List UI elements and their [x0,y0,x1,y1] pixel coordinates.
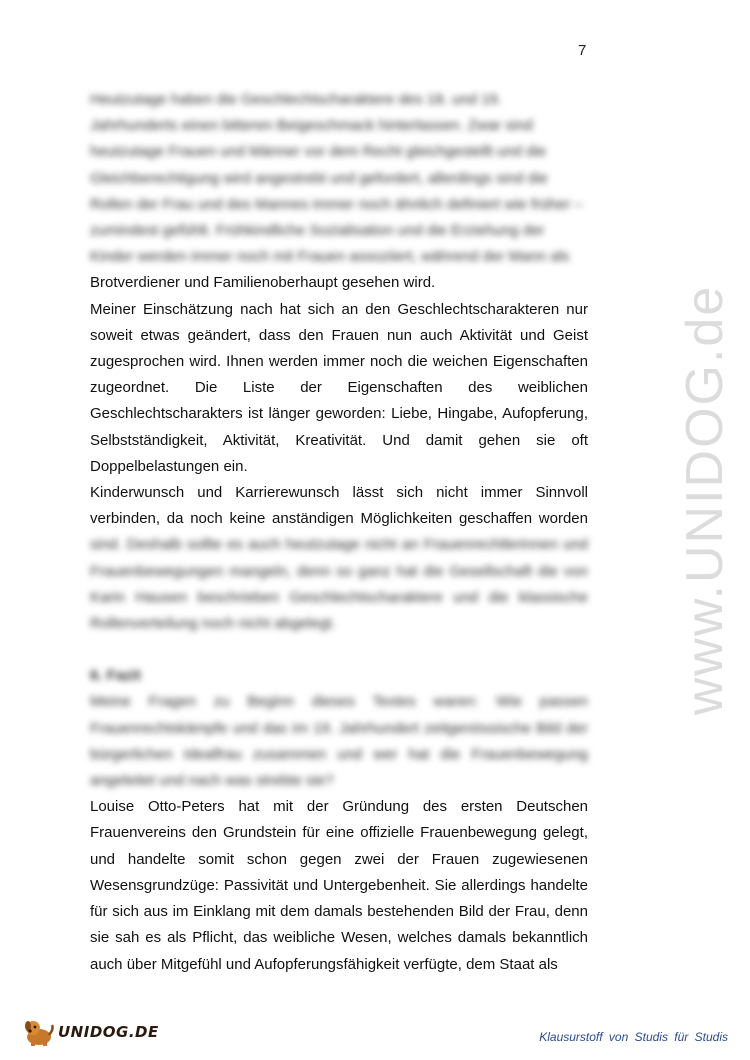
blurred-line: Gleichberechtigung wird angestrebt und gefordert, allerdings sind die [90,169,548,187]
document-body [90,87,588,978]
fazit-intro-paragraph: Meine Fragen zu Beginn dieses Textes waren: Wie passen Frauenrechtskämpfe und das im 19. Jahrhundert zeitgenössische Bild der bürgerlichen Idealfrau zusammen und wer hat die Frauenbewegung angeleitet und nach was strebte sie? [90,693,588,790]
page-number: 7 [578,42,587,59]
section-heading-fazit: 6. Fazit [90,667,141,685]
logo-text: UNIDOG.DE [58,1023,159,1041]
blurred-line: zumindest gefühlt. Frühkindliche Sozialisation und die Erziehung der [90,222,545,240]
blurred-line: Rollen der Frau und des Mannes immer noch ähnlich definiert wie früher – [90,195,583,213]
paragraph-3 [90,480,588,637]
blurred-line: Jahrhunderts einen bitteren Beigeschmack hinterlassen. Zwar sind [90,117,533,135]
paragraph-4: Louise Otto-Peters hat mit der Gründung des ersten Deutschen Frauenvereins den Grundstein für eine offizielle Frauenbewegung gelegt, und handelte somit schon gegen zwei der Frauen zugewiesenen Wesensgrundzüge: Passivität und Untergebenheit. Sie allerdings handelte für sich aus im Einklang mit dem damals bestehenden Bild der Frau, denn sie sah es als Pflicht, das weibliche Wesen, welches damals bekanntlich auch über Mitgefühl und Aufopferungsfähigkeit verfügte, dem Staat als [90,798,588,973]
watermark: www.UNIDOG.de [676,284,734,716]
blurred-line: Heutzutage haben die Geschlechtscharaktere des 18. und 19. [90,91,502,108]
blurred-line: Kinder werden immer noch mit Frauen assoziiert, während der Mann als [90,248,570,266]
paragraph-3-visible: Kinderwunsch und Karrierewunsch lässt sich nicht immer Sinnvoll verbinden, da noch keine anständigen Möglichkeiten geschaffen worden [90,484,588,528]
footer-tagline: Klausurstoff von Studis für Studis [539,1030,728,1044]
paragraph-2: Meiner Einschätzung nach hat sich an den Geschlechtscharakteren nur soweit etwas geändert, dass den Frauen nun auch Aktivität und Geist zugesprochen wird. Ihnen werden immer noch die weichen Eigenschaften zugeordnet. Die Liste der Eigenschaften des weiblichen Geschlechtscharakters ist länger geworden: Liebe, Hingabe, Aufopferung, Selbstständigkeit, Aktivität, Kreativität. Und damit gehen sie oft Doppelbelastungen ein. [90,300,588,475]
dog-mascot-icon [22,1017,56,1047]
unidog-logo [22,1012,159,1052]
paragraph-3-blurred: sind. Deshalb sollte es auch heutzutage nicht an Frauenrechtlerinnen und Frauenbewegungen mangeln, denn so ganz hat die Gesellschaft die von Karin Hausen beschrieben Geschlechtscharaktere und die klassische Rollenverteilung noch nicht abgelegt. [90,536,588,633]
paragraph-1-visible-end: Brotverdiener und Familienoberhaupt gesehen wird. [90,274,436,292]
blurred-line: heutzutage Frauen und Männer vor dem Recht gleichgestellt und die [90,143,547,161]
paragraph-1 [90,87,588,297]
